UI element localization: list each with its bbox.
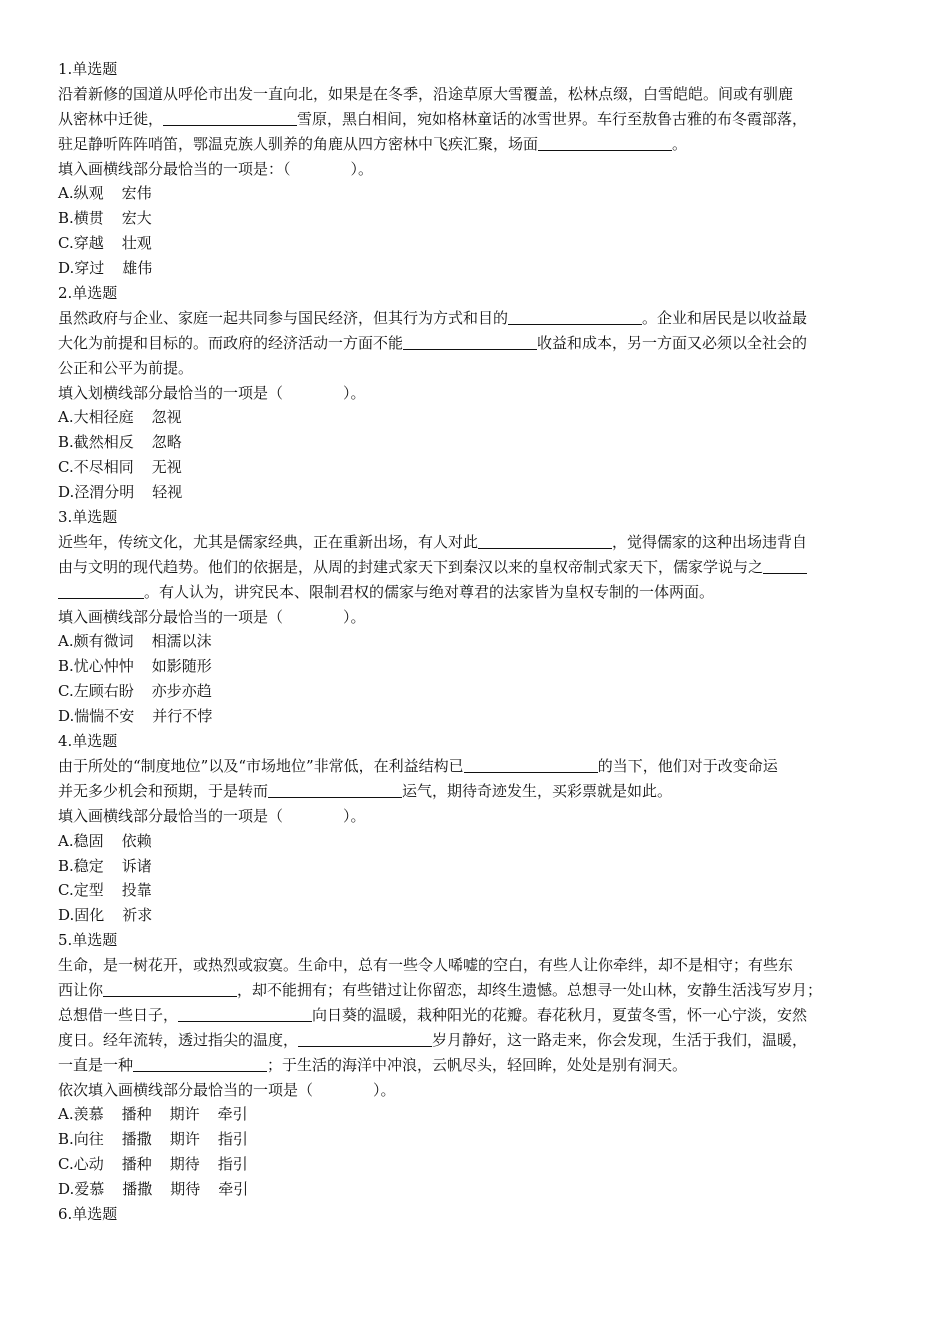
question-1-prompt: 填入画横线部分最恰当的一项是：（ ）。 xyxy=(58,159,374,178)
question-5-stem-line-5: 一直是一种 ；于生活的海洋中冲浪，云帆尽头，轻回眸，处处是别有洞天。 xyxy=(58,1055,688,1074)
option-a[interactable]: A.羡慕 播种 期许 牵引 xyxy=(58,1105,248,1124)
question-3-stem-line-1: 近些年，传统文化，尤其是儒家经典，正在重新出场，有人对此 ，觉得儒家的这种出场违背自 xyxy=(58,532,808,551)
question-3-prompt: 填入画横线部分最恰当的一项是（ ）。 xyxy=(58,607,366,626)
answer-blank xyxy=(178,1006,312,1022)
option-c[interactable]: C.不尽相同 无视 xyxy=(58,458,182,477)
option-b[interactable]: B.横贯 宏大 xyxy=(58,209,152,228)
answer-blank xyxy=(464,757,598,773)
answer-blank xyxy=(163,110,297,126)
question-5-label: 5.单选题 xyxy=(58,931,118,950)
option-a[interactable]: A.大相径庭 忽视 xyxy=(58,408,182,427)
option-d[interactable]: D.泾渭分明 轻视 xyxy=(58,483,183,502)
question-3-label: 3.单选题 xyxy=(58,508,118,527)
question-1-stem-line-1: 沿着新修的国道从呼伦市出发一直向北，如果是在冬季，沿途草原大雪覆盖，松林点缀，白雪皑皑。间或有驯鹿 xyxy=(58,84,794,103)
question-2-prompt: 填入划横线部分最恰当的一项是（ ）。 xyxy=(58,383,366,402)
question-3-stem-line-3: 。有人认为，讲究民本、限制君权的儒家与绝对尊君的法家皆为皇权专制的一体两面。 xyxy=(58,580,888,605)
option-c[interactable]: C.心动 播种 期待 指引 xyxy=(58,1155,248,1174)
answer-blank xyxy=(508,309,642,325)
option-d[interactable]: D.爱慕 播撒 期待 牵引 xyxy=(58,1180,249,1199)
question-2-stem-line-3: 公正和公平为前提。 xyxy=(58,358,194,377)
question-4-prompt: 填入画横线部分最恰当的一项是（ ）。 xyxy=(58,806,366,825)
question-5-stem-line-2: 西让你 ，却不能拥有；有些错过让你留恋，却终生遗憾。总想寻一处山林，安静生活浅写岁月； xyxy=(58,980,823,999)
question-5-stem-line-4: 度日。经年流转，透过指尖的温度， 岁月静好，这一路走来，你会发现，生活于我们，温暖， xyxy=(58,1030,808,1049)
question-2-stem-line-1: 虽然政府与企业、家庭一起共同参与国民经济，但其行为方式和目的 。企业和居民是以收益最 xyxy=(58,308,808,327)
option-b[interactable]: B.稳定 诉诸 xyxy=(58,856,152,875)
question-2-label: 2.单选题 xyxy=(58,284,118,303)
answer-blank xyxy=(538,135,672,151)
option-b[interactable]: B.忧心忡忡 如影随形 xyxy=(58,657,212,676)
question-6-label: 6.单选题 xyxy=(58,1204,118,1223)
option-a[interactable]: A.颇有微词 相濡以沫 xyxy=(58,632,212,651)
question-1-label: 1.单选题 xyxy=(58,60,118,78)
answer-blank xyxy=(268,782,402,798)
answer-blank xyxy=(763,558,807,574)
question-4-label: 4.单选题 xyxy=(58,732,118,751)
option-c[interactable]: C.定型 投靠 xyxy=(58,881,152,900)
exam-page xyxy=(58,57,888,1227)
question-3-stem-line-2: 由与文明的现代趋势。他们的依据是，从周的封建式家天下到秦汉以来的皇权帝制式家天下，儒家学说与之 xyxy=(58,555,888,580)
option-c[interactable]: C.穿越 壮观 xyxy=(58,234,152,253)
option-b[interactable]: B.截然相反 忽略 xyxy=(58,433,182,452)
question-5-prompt: 依次填入画横线部分最恰当的一项是（ ）。 xyxy=(58,1080,396,1099)
answer-blank xyxy=(58,583,144,599)
answer-blank xyxy=(478,533,612,549)
question-4-stem-line-1: 由于所处的“制度地位”以及“市场地位”非常低，在利益结构已 的当下，他们对于改变命运 xyxy=(58,756,778,775)
question-2-stem-line-2: 大化为前提和目标的。而政府的经济活动一方面不能 收益和成本，另一方面又必须以全社会的 xyxy=(58,333,808,352)
question-1-stem-line-2: 从密林中迁徙， 雪原，黑白相间，宛如格林童话的冰雪世界。车行至敖鲁古雅的布冬霞部落， xyxy=(58,109,808,128)
option-d[interactable]: D.惴惴不安 并行不悖 xyxy=(58,707,213,726)
answer-blank xyxy=(403,334,537,350)
question-1-stem-line-3: 驻足静听阵阵哨笛，鄂温克族人驯养的角鹿从四方密林中飞疾汇聚，场面 。 xyxy=(58,134,688,153)
option-a[interactable]: A.纵观 宏伟 xyxy=(58,184,152,203)
answer-blank xyxy=(103,981,237,997)
option-c[interactable]: C.左顾右盼 亦步亦趋 xyxy=(58,682,212,701)
answer-blank xyxy=(133,1056,267,1072)
question-4-stem-line-2: 并无多少机会和预期，于是转而 运气，期待奇迹发生，买彩票就是如此。 xyxy=(58,781,673,800)
option-d[interactable]: D.固化 祈求 xyxy=(58,906,153,925)
question-5-stem-line-1: 生命，是一树花开，或热烈或寂寞。生命中，总有一些令人唏嘘的空白，有些人让你牵绊，却不是相守；有些东 xyxy=(58,956,794,975)
question-5-stem-line-3: 总想借一些日子， 向日葵的温暖，栽种阳光的花瓣。春花秋月，夏萤冬雪，怀一心宁淡，安然 xyxy=(58,1005,808,1024)
option-d[interactable]: D.穿过 雄伟 xyxy=(58,259,153,278)
answer-blank xyxy=(298,1031,432,1047)
option-a[interactable]: A.稳固 依赖 xyxy=(58,831,152,850)
option-b[interactable]: B.向往 播撒 期许 指引 xyxy=(58,1130,248,1149)
